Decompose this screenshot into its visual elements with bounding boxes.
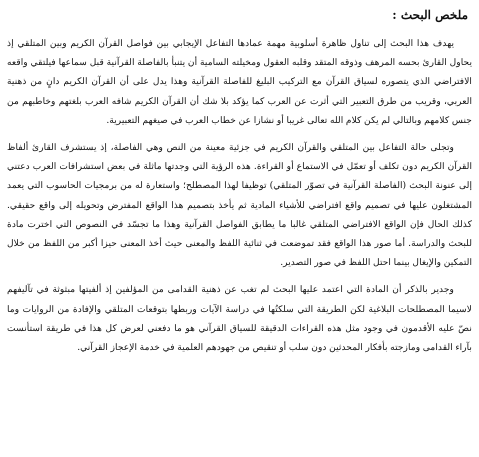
abstract-heading: ملخص البحث : <box>392 8 468 22</box>
abstract-paragraph-2: وتجلى حالة التفاعل بين المتلقي والقرآن الكريم في جزئية معينة من النص وهي الفاصلة، إذ يستشرف القارئ ألفاظ القرآن الكريم دون تكلف أو تعمّل في الاستماع أو القراءة. هذه الرؤية التي وجدتها ماثلة في بعض استشرافات العرب دعتني إلى عنونة البحث (الفاصلة القرآنية في تصوّر المتلقي) توظيفا لهذا المصطلح؛ واستعارة له من برمجيات الحاسوب التي يعمد المشتغلون عليها في تصميم واقع افتراضي للأشياء المادية ثم يأخذ بتصميم هذا الواقع المفترض وتحويله إلى واقع حقيقي. كذلك الحال فإن الواقع الافتراضي المتلقي غالبا ما يطابق الفواصل القرآنية وهذا ما تجسّد في النصوص التي اخترت مادة للبحث والدراسة. أما صور هذا الواقع فقد تموضعت في ثنائية اللفظ والمعنى حيث أخذ المعنى حيزا أكبر من اللفظ من خلال التمكين والإيغال بينما احتل اللفظ في صور التصدير. <box>7 142 472 269</box>
abstract-paragraph-3: وجدير بالذكر أن المادة التي اعتمد عليها البحث لم تغب عن ذهنية القدامى من المؤلفين إذ ألفيتها مبثوثة في تآليفهم لاسيما المصطلحات البلاغية لكن الطريقة التي سلكتُها في دراسة الآيات وربطها بتوقعات المتلقي والإفادة من الروايات وما نصّ عليه الأقدمون في وجود مثل هذه القراءات الدقيقة للسياق القرآني هو ما دفعني لعرض كل هذا في طريقة استأنست بآراء القدامى ومازجته بأفكار المحدثين دون سلب أو تنقيص من جهودهم العلمية في خدمة الإعجاز القرآني. <box>7 284 472 354</box>
abstract-paragraph-1: يهدف هذا البحث إلى تناول ظاهرة أسلوبية مهمة عمادها التفاعل الإيجابي بين فواصل القرآن الكريم وبين المتلقي إذ يحاول القارئ بحسه المرهف وذوقه المتقد وقلبه العقول ومخيلته السامية أن يتنبأ بالفاصلة القرآنية قبل سماعها فيلتقي واقعه الافتراضي الذي يتصوره لسياق القرآن مع التركيب البليغ للفاصلة القرآنية وهذا يدل على أن القرآن الكريم دانٍ من ذهنية العربي، وقريب من طرق التعبير التي أثرت عن العرب كما يؤكد بلا شك أن القرآن الكريم شافه العرب بلغتهم وخاطبهم من جنس كلامهم وبالتالي لم يكن كلام الله تعالى غريبا أو نشازا عن خطاب العرب في صيغهم التعبيرية. <box>7 38 472 126</box>
abstract-page <box>7 6 472 453</box>
